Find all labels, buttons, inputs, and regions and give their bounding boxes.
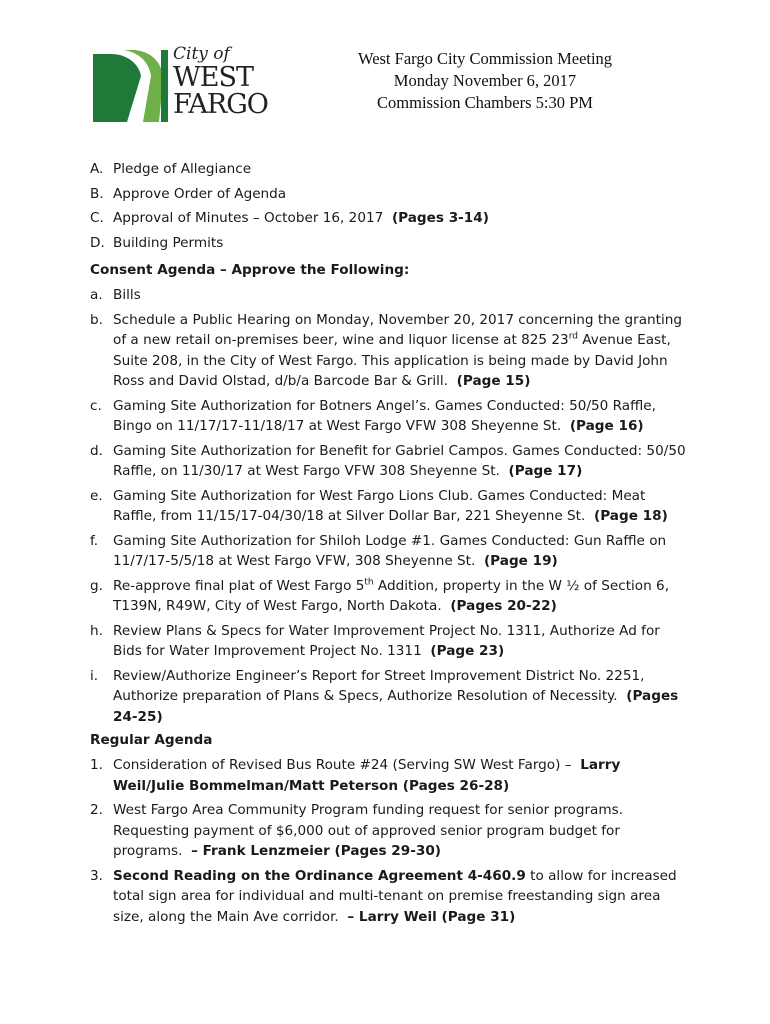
item-text: [113, 182, 690, 207]
regular-agenda-list: [90, 755, 690, 927]
item-text-body: Bills: [113, 287, 141, 303]
agenda-item: [90, 285, 690, 306]
item-text: [113, 800, 690, 862]
item-marker: 1.: [90, 757, 103, 773]
agenda-item: [90, 755, 690, 796]
item-text-pre: Re-approve final plat of West Fargo 5: [113, 577, 365, 594]
item-marker: a.: [90, 287, 103, 303]
agenda: [90, 157, 690, 927]
item-text-body: Gaming Site Authorization for Botners Angel’s. Games Conducted: 50/50 Raffle, Bingo on 11/17/17-11/18/17 at West Fargo VFW 308 Sheyenne St.: [113, 397, 656, 434]
item-text: [113, 666, 690, 728]
page-reference: (Pages 20-22): [450, 598, 557, 614]
item-text: [113, 866, 690, 928]
item-text-body: Approve Order of Agenda: [113, 185, 287, 202]
logo-swoosh-icon: [93, 46, 169, 122]
item-marker: e.: [90, 487, 103, 504]
item-text-body: Gaming Site Authorization for West Fargo Lions Club. Games Conducted: Meat Raffle, from 11/15/17-04/30/18 at Silver Dollar Bar, 221 Sheyenne St.: [113, 487, 646, 524]
meeting-date: Monday November 6, 2017: [393, 71, 577, 90]
page-reference: Larry Weil/Julie Bommelman/Matt Peterson (Pages 26-28): [113, 757, 621, 794]
agenda-item: [90, 182, 690, 207]
item-text-body: to allow for increased total sign area for individual and multi-tenant on premise freestanding sign area size, along the Main Ave corridor.: [113, 867, 677, 925]
agenda-item: [90, 396, 690, 437]
consent-agenda-list: [90, 285, 690, 727]
agenda-item: [90, 486, 690, 527]
item-text: [113, 441, 690, 482]
item-text: [113, 157, 690, 182]
item-marker: 3.: [90, 867, 103, 884]
item-text-body: Building Permits: [113, 234, 224, 251]
meeting-header: [330, 48, 640, 114]
item-text-body: Approval of Minutes – October 16, 2017: [113, 210, 384, 226]
item-text-body: Pledge of Allegiance: [113, 161, 252, 177]
logo-fargo-text: FARGO: [173, 89, 268, 120]
item-text: [113, 396, 690, 437]
agenda-item: [90, 206, 690, 231]
agenda-item: [90, 621, 690, 662]
ordinal-suffix: th: [364, 576, 374, 587]
agenda-item: [90, 866, 690, 928]
item-marker: C.: [90, 210, 104, 226]
opening-items: [90, 157, 690, 255]
item-text: [113, 486, 690, 527]
item-text-body: Review/Authorize Engineer’s Report for Street Improvement District No. 2251, Authorize preparation of Plans & Specs, Authorize Resolution of Necessity.: [113, 667, 645, 704]
item-lead-bold: Second Reading on the Ordinance Agreement 4-460.9: [113, 867, 526, 884]
item-marker: B.: [90, 185, 104, 202]
meeting-title: West Fargo City Commission Meeting: [357, 49, 613, 68]
item-text-body: Gaming Site Authorization for Benefit for Gabriel Campos. Games Conducted: 50/50 Raffle, on 11/30/17 at West Fargo VFW 308 Sheyenne St.: [113, 442, 686, 479]
city-logo: [93, 46, 283, 122]
page-reference: – Larry Weil (Page 31): [347, 908, 516, 925]
item-text-body: West Fargo Area Community Program funding request for senior programs. Requesting payment of $6,000 out of approved senior program budget for programs.: [113, 802, 624, 859]
item-text-body: Consideration of Revised Bus Route #24 (Serving SW West Fargo) –: [113, 757, 572, 773]
agenda-item: [90, 800, 690, 862]
item-marker: c.: [90, 397, 102, 414]
agenda-item: [90, 310, 690, 392]
agenda-item: [90, 576, 690, 617]
page-reference: (Pages 3-14): [391, 210, 489, 226]
item-text: [113, 285, 690, 306]
agenda-item: [90, 666, 690, 728]
agenda-item: [90, 441, 690, 482]
item-text-body: Gaming Site Authorization for Shiloh Lodge #1. Games Conducted: Gun Raffle on 11/7/17-5/5/18 at West Fargo VFW, 308 Sheyenne St.: [113, 532, 667, 569]
item-text: [113, 231, 690, 256]
item-text: [113, 621, 690, 662]
item-marker: h.: [90, 622, 103, 639]
agenda-item: [90, 157, 690, 182]
item-text: [113, 310, 690, 392]
regular-agenda-heading: Regular Agenda: [90, 732, 213, 748]
item-marker: A.: [90, 161, 104, 177]
agenda-item: [90, 231, 690, 256]
page-reference: (Page 23): [430, 643, 505, 659]
meeting-location: Commission Chambers 5:30 PM: [377, 93, 593, 112]
item-text-body: Review Plans & Specs for Water Improvement Project No. 1311, Authorize Ad for Bids for Water Improvement Project No. 1311: [113, 622, 660, 659]
item-text-post: Avenue East, Suite 208, in the City of West Fargo. This application is being made by David John Ross and David Olstad, d/b/a Barcode Bar & Grill.: [113, 332, 671, 389]
page-reference: (Page 16): [569, 418, 644, 434]
item-marker: D.: [90, 234, 105, 251]
page-reference: (Pages 24-25): [113, 688, 679, 725]
item-text: [113, 531, 690, 572]
item-marker: 2.: [90, 802, 103, 818]
page-reference: (Page 19): [483, 553, 558, 569]
ordinal-suffix: rd: [568, 331, 578, 342]
consent-agenda-heading: Consent Agenda – Approve the Following:: [90, 262, 410, 278]
logo-city-text: City of: [173, 44, 230, 64]
page-reference: (Page 17): [508, 463, 583, 479]
agenda-item: [90, 531, 690, 572]
page-reference: (Page 18): [594, 508, 668, 524]
item-marker: f.: [90, 532, 99, 549]
item-marker: b.: [90, 311, 103, 328]
item-text: [113, 576, 690, 617]
item-marker: d.: [90, 442, 103, 459]
item-text: [113, 206, 690, 231]
item-text-post: Addition, property in the W ½ of Section 6, T139N, R49W, City of West Fargo, North Dakota.: [113, 577, 670, 614]
page-reference: – Frank Lenzmeier (Pages 29-30): [191, 843, 441, 859]
item-marker: g.: [90, 577, 103, 594]
item-text-pre: Schedule a Public Hearing on Monday, November 20, 2017 concerning the granting of a new retail on-premises beer, wine and liquor license at 825 23: [113, 311, 682, 348]
item-text: [113, 755, 690, 796]
page-reference: (Page 15): [456, 373, 531, 389]
logo-west-text: WEST: [173, 62, 253, 93]
item-marker: i.: [90, 667, 99, 684]
